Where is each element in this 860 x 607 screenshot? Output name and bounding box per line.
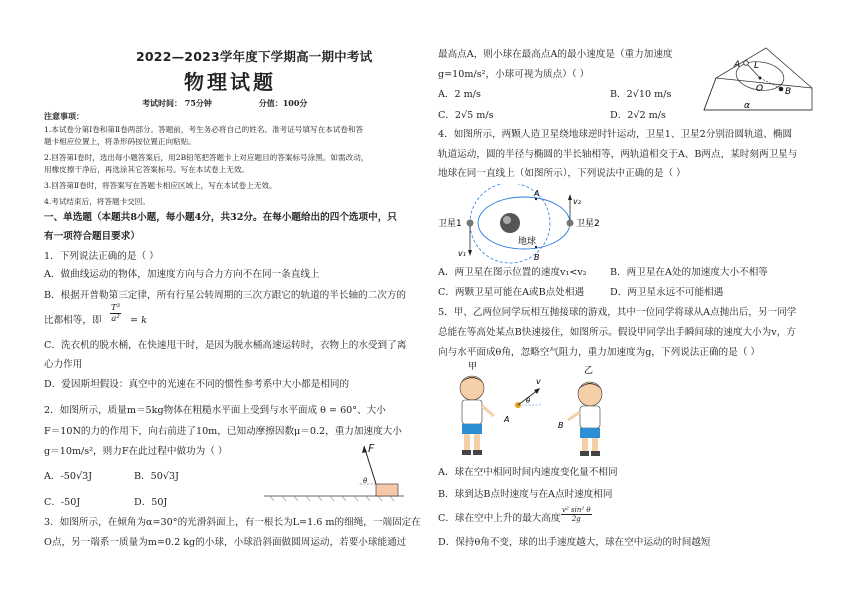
q4-stem: 4．如图所示，两颗人造卫星绕地球逆时针运动，卫星1、卫星2分别沿圆轨道、椭圆 xyxy=(438,129,793,140)
height-formula xyxy=(561,506,592,523)
q1-option-d: D．爱因斯坦假设：真空中的光速在不同的惯性参考系中大小都是相同的 xyxy=(44,379,350,390)
q1-option-a: A．做曲线运动的物体，加速度方向与合力方向不在同一条直线上 xyxy=(44,269,320,280)
point-b-label: B xyxy=(785,87,792,97)
q5-option-d: D．保持θ角不变，球的出手速度越大，球在空中运动的时间越短 xyxy=(438,537,711,548)
q5-option-b: B．球到达B点时速度与在A点时速度相同 xyxy=(438,489,613,500)
formula-denominator: 2g xyxy=(571,515,581,523)
q2-stem-cont: g＝10m/s²，则力F在此过程中做功为（ ） xyxy=(44,446,228,457)
q3-stem-cont: g=10m/s²，小球可视为质点）（ ） xyxy=(438,69,590,80)
q5-stem: 5．甲、乙两位同学玩相互抛接球的游戏，其中一位同学将球从A点抛出后，另一同学 xyxy=(438,307,797,318)
note-line: 2.回答第Ⅰ卷时，选出每小题答案后，用2B铅笔把答题卡上对应题目的答案标号涂黑。如需改动， xyxy=(44,153,369,162)
q4-stem-cont: 地球在同一直线上（如图所示），下列说法中正确的是（ ） xyxy=(438,168,686,179)
q3-stem-cont: O点，另一端系一质量为m=0.2 kg的小球，小球沿斜面做圆周运动，若要小球能通过 xyxy=(44,537,407,548)
note-line: 4.考试结束后，将答题卡交回。 xyxy=(44,197,150,206)
q4-option-b: B．两卫星在A处的加速度大小不相等 xyxy=(610,267,768,278)
point-b-label: B xyxy=(534,253,540,262)
q1-option-b-cont: 比都相等，即 xyxy=(44,315,102,326)
section-heading-cont: 有一项符合题目要求） xyxy=(44,231,140,242)
q4-figure xyxy=(438,184,618,266)
earth-label: 地球 xyxy=(518,237,537,247)
q4-stem-cont: 轨道运动，圆的半径与椭圆的半长轴相等，两轨道相交于A、B两点，某时刻两卫星与 xyxy=(438,149,798,160)
q4-option-c: C．两颗卫星可能在A或B点处相遇 xyxy=(438,287,585,298)
notes-heading: 注意事项： xyxy=(44,111,84,121)
q2-figure xyxy=(256,440,406,504)
q5-stem-cont: 总能在等高处某点B快速接住，如图所示。假设甲同学出手瞬间球的速度大小为v，方 xyxy=(438,327,796,338)
kepler-formula xyxy=(110,303,121,324)
q4-option-a: A．两卫星在图示位置的速度v₁<v₂ xyxy=(438,267,587,278)
note-line: 用橡皮擦干净后，再选涂其它答案标号。写在本试卷上无效。 xyxy=(44,165,250,174)
q3-stem-cont: 最高点A，则小球在最高点A的最小速度是（重力加速度 xyxy=(438,49,673,60)
q3-stem: 3．如图所示，在倾角为α=30°的光滑斜面上，有一根长为L=1.6 m的细绳，一端固定在 xyxy=(44,517,421,528)
q1-option-c: C．洗衣机的脱水桶，在快速甩干时，是因为脱水桶高速运转时，衣物上的水受到了离 xyxy=(44,340,407,351)
point-b-label: B xyxy=(558,421,564,430)
point-a-label: A xyxy=(504,415,510,424)
point-a-label: A xyxy=(734,60,741,70)
q3-figure xyxy=(702,40,818,114)
exam-time: 考试时间： 75分钟 xyxy=(142,98,212,108)
section-heading: 一、单选题（本题共8小题，每小题4分，共32分。在每小题给出的四个选项中，只 xyxy=(44,212,397,223)
rope-length-label: L xyxy=(754,61,760,71)
q1-option-c-cont: 心力作用 xyxy=(44,359,83,370)
q2-option-c: C．-50J xyxy=(44,497,81,508)
q1-option-b: B．根据开普勒第三定律，所有行星公转周期的三次方跟它的轨道的半长轴的二次方的 xyxy=(44,290,407,301)
sat2-label: 卫星2 xyxy=(576,219,600,229)
subject-title: 物理试题 xyxy=(184,70,276,94)
q2-option-d: D．50J xyxy=(134,497,168,508)
q5-figure xyxy=(438,360,638,458)
student-jia-label: 甲 xyxy=(468,362,478,372)
q5-option-a: A．球在空中相同时间内速度变化量不相同 xyxy=(438,467,618,478)
exam-info xyxy=(142,98,351,109)
angle-label: θ xyxy=(363,477,368,485)
q2-stem: 2．如图所示，质量m＝5kg物体在粗糙水平面上受到与水平面成 θ = 60°、大小 xyxy=(44,405,386,416)
formula-rhs: = k xyxy=(130,315,147,326)
note-line: 1.本试卷分第Ⅰ卷和第Ⅱ卷两部分。答题前，考生务必将自己的姓名、准考证号填写在本试卷和答 xyxy=(44,125,364,134)
force-label: F xyxy=(368,442,375,455)
student-yi-icon xyxy=(568,382,602,456)
exam-title: 2022—2023学年度下学期高一期中考试 xyxy=(136,49,373,64)
q4-option-d: D．两卫星永远不可能相遇 xyxy=(610,287,724,298)
q3-option-c: C．2√5 m/s xyxy=(438,110,494,121)
v1-label: v₁ xyxy=(458,249,466,258)
note-line: 题卡相应位置上，将条形码按位置正向粘贴。 xyxy=(44,137,196,146)
v2-label: v₂ xyxy=(573,197,581,206)
q3-option-d: D．2√2 m/s xyxy=(610,110,666,121)
q1-stem: 1．下列说法正确的是（ ） xyxy=(44,251,159,262)
exam-score: 分值：100分 xyxy=(258,98,308,108)
formula-denominator: a² xyxy=(111,314,120,324)
student-jia-icon xyxy=(460,376,494,455)
note-line: 3.回答第Ⅱ卷时，将答案写在答题卡相应区域上，写在本试卷上无效。 xyxy=(44,181,277,190)
q2-stem-cont: F＝10N的力的作用下，向右前进了10m，已知动摩擦因数μ＝0.2，重力加速度大小 xyxy=(44,426,402,437)
sat1-label: 卫星1 xyxy=(438,219,462,229)
center-o-label: O xyxy=(756,84,764,94)
point-a-label: A xyxy=(534,189,540,198)
formula-numerator: T³ xyxy=(111,303,121,313)
q3-option-a: A．2 m/s xyxy=(438,89,481,100)
student-yi-label: 乙 xyxy=(584,366,594,376)
q2-option-b: B．50√3J xyxy=(134,471,179,482)
q5-stem-cont: 向与水平面成θ角，忽略空气阻力，重力加速度为g，下列说法正确的是（ ） xyxy=(438,347,760,358)
velocity-label: v xyxy=(536,377,541,386)
incline-angle-label: α xyxy=(744,101,750,111)
q5-option-c: C．球在空中上升的最大高度 xyxy=(438,513,561,524)
angle-label: θ xyxy=(526,397,531,405)
q2-option-a: A．-50√3J xyxy=(44,471,93,482)
formula-numerator: v² sin² θ xyxy=(562,506,591,514)
q3-option-b: B．2√10 m/s xyxy=(610,89,672,100)
